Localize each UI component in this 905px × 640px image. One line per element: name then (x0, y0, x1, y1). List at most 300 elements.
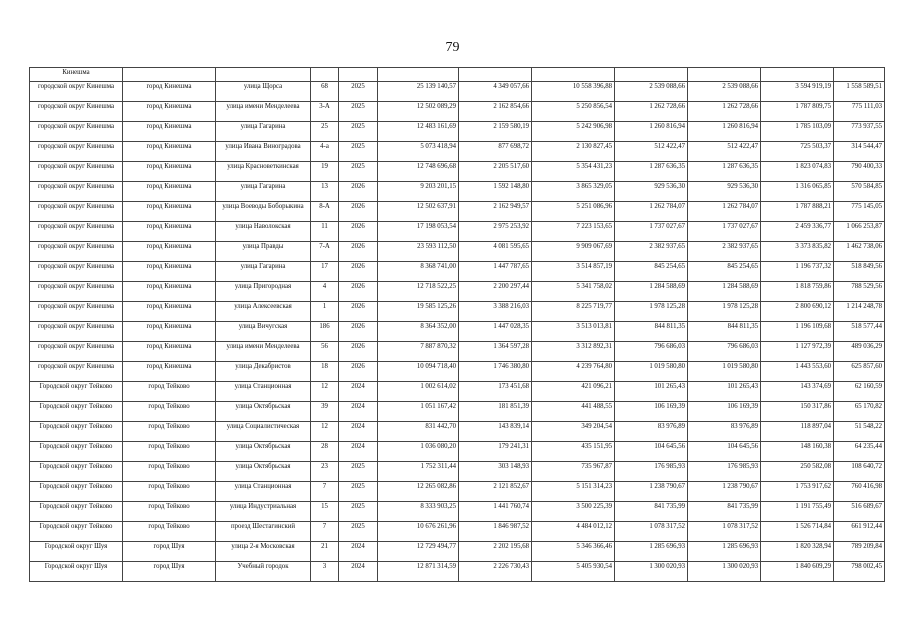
table-row (30, 182, 885, 202)
cell-col-8: 5 341 758,02 (532, 282, 615, 302)
cell-total: 1 002 614,02 (378, 382, 459, 402)
cell-street: проезд Шестагинский (216, 522, 311, 542)
cell-year: 2026 (339, 302, 378, 322)
cell-col-7: 173 451,68 (459, 382, 532, 402)
cell-col-9: 83 976,89 (615, 422, 688, 442)
cell-year: 2024 (339, 382, 378, 402)
cell-col-10: 1 019 580,80 (688, 362, 761, 382)
cell-col-12: 625 857,60 (834, 362, 885, 382)
cell-col-8: 9 909 067,69 (532, 242, 615, 262)
cell-col-11: 250 582,08 (761, 462, 834, 482)
cell-col-12: 661 912,44 (834, 522, 885, 542)
cell-okrug: городской округ Кинешма (30, 282, 123, 302)
table-row (30, 82, 885, 102)
cell-okrug: городской округ Кинешма (30, 322, 123, 342)
cell-col-12: 62 160,59 (834, 382, 885, 402)
cell-total: 10 676 261,96 (378, 522, 459, 542)
cell-total: 9 203 201,15 (378, 182, 459, 202)
cell-col-12: 314 544,47 (834, 142, 885, 162)
cell-col-7: 2 975 253,92 (459, 222, 532, 242)
cell-col-10: 512 422,47 (688, 142, 761, 162)
table-row (30, 322, 885, 342)
cell-total: 19 585 125,26 (378, 302, 459, 322)
cell-col-11: 1 840 609,29 (761, 562, 834, 582)
cell-total: 23 593 112,50 (378, 242, 459, 262)
cell-col-8: 3 514 857,19 (532, 262, 615, 282)
cell-house: 21 (311, 542, 339, 562)
table-row (30, 442, 885, 462)
cell-okrug: Городской округ Шуя (30, 562, 123, 582)
cell-col-12: 1 066 253,87 (834, 222, 885, 242)
cell-col-11: 1 820 328,94 (761, 542, 834, 562)
table-row (30, 522, 885, 542)
cell-year: 2026 (339, 282, 378, 302)
cell-col-9: 1 078 317,52 (615, 522, 688, 542)
cell-city: город Кинешма (123, 342, 216, 362)
cell-street: улица Индустриальная (216, 502, 311, 522)
table-row (30, 202, 885, 222)
cell-col-9: 841 735,99 (615, 502, 688, 522)
cell-col-10: 1 262 728,66 (688, 102, 761, 122)
cell-city: город Кинешма (123, 182, 216, 202)
cell-col-11: 148 160,38 (761, 442, 834, 462)
cell-col-12: 489 036,29 (834, 342, 885, 362)
cell-col-11: 1 785 103,09 (761, 122, 834, 142)
cell-year: 2026 (339, 362, 378, 382)
cell-year: 2024 (339, 562, 378, 582)
cell-empty (688, 68, 761, 82)
cell-col-12: 773 937,55 (834, 122, 885, 142)
cell-house: 25 (311, 122, 339, 142)
cell-empty (459, 68, 532, 82)
cell-year: 2024 (339, 442, 378, 462)
cell-empty (532, 68, 615, 82)
cell-street: улица Октябрьская (216, 442, 311, 462)
cell-okrug: городской округ Кинешма (30, 162, 123, 182)
cell-total: 1 051 167,42 (378, 402, 459, 422)
cell-col-9: 104 645,56 (615, 442, 688, 462)
cell-city: город Тейково (123, 382, 216, 402)
cell-street: Учебный городок (216, 562, 311, 582)
cell-col-8: 5 354 431,23 (532, 162, 615, 182)
cell-col-8: 349 204,54 (532, 422, 615, 442)
cell-street: улица Красноветкинская (216, 162, 311, 182)
cell-street: улица имени Менделеева (216, 342, 311, 362)
cell-empty (615, 68, 688, 82)
cell-empty (834, 68, 885, 82)
cell-col-7: 2 162 949,57 (459, 202, 532, 222)
cell-house: 4-а (311, 142, 339, 162)
cell-okrug: городской округ Кинешма (30, 102, 123, 122)
cell-house: 12 (311, 382, 339, 402)
cell-street: улица Наволокская (216, 222, 311, 242)
table-row (30, 262, 885, 282)
housing-repair-table (29, 67, 885, 582)
cell-city: город Кинешма (123, 82, 216, 102)
cell-okrug: Городской округ Тейково (30, 522, 123, 542)
cell-col-10: 1 078 317,52 (688, 522, 761, 542)
cell-col-9: 1 285 696,93 (615, 542, 688, 562)
cell-street: улица Правды (216, 242, 311, 262)
cell-street: улица Гагарина (216, 122, 311, 142)
cell-street: улица Воеводы Боборыкина (216, 202, 311, 222)
cell-house: 39 (311, 402, 339, 422)
cell-street: улица Станционная (216, 482, 311, 502)
cell-total: 17 198 053,54 (378, 222, 459, 242)
cell-col-8: 7 223 153,65 (532, 222, 615, 242)
cell-col-7: 1 447 028,35 (459, 322, 532, 342)
cell-col-12: 1 558 589,51 (834, 82, 885, 102)
cell-col-11: 1 753 917,62 (761, 482, 834, 502)
cell-okrug: городской округ Кинешма (30, 342, 123, 362)
cell-col-7: 4 081 595,65 (459, 242, 532, 262)
cell-okrug: городской округ Кинешма (30, 142, 123, 162)
cell-total: 8 333 903,25 (378, 502, 459, 522)
cell-col-7: 143 839,14 (459, 422, 532, 442)
table-row (30, 562, 885, 582)
cell-city: город Кинешма (123, 362, 216, 382)
cell-col-9: 106 169,39 (615, 402, 688, 422)
cell-street: улица Декабристов (216, 362, 311, 382)
cell-city: город Кинешма (123, 282, 216, 302)
cell-total: 12 265 082,86 (378, 482, 459, 502)
cell-year: 2026 (339, 322, 378, 342)
cell-okrug: Городской округ Тейково (30, 422, 123, 442)
cell-year: 2025 (339, 522, 378, 542)
cell-okrug: Городской округ Тейково (30, 482, 123, 502)
cell-col-8: 435 151,95 (532, 442, 615, 462)
table-row (30, 342, 885, 362)
cell-col-8: 4 484 012,12 (532, 522, 615, 542)
cell-col-8: 3 513 013,81 (532, 322, 615, 342)
cell-col-12: 760 416,98 (834, 482, 885, 502)
cell-col-12: 64 235,44 (834, 442, 885, 462)
table-row (30, 242, 885, 262)
cell-city: город Тейково (123, 422, 216, 442)
cell-city: город Тейково (123, 442, 216, 462)
cell-house: 15 (311, 502, 339, 522)
cell-col-12: 788 529,56 (834, 282, 885, 302)
cell-col-9: 176 985,93 (615, 462, 688, 482)
table-body (30, 68, 885, 582)
cell-col-11: 150 317,86 (761, 402, 834, 422)
cell-col-10: 104 645,56 (688, 442, 761, 462)
cell-empty (339, 68, 378, 82)
cell-col-10: 796 686,03 (688, 342, 761, 362)
cell-year: 2026 (339, 182, 378, 202)
cell-city: город Кинешма (123, 202, 216, 222)
cell-col-9: 1 287 636,35 (615, 162, 688, 182)
cell-col-11: 1 443 553,60 (761, 362, 834, 382)
cell-city: город Кинешма (123, 142, 216, 162)
cell-col-7: 303 148,93 (459, 462, 532, 482)
cell-col-11: 3 594 919,19 (761, 82, 834, 102)
cell-house: 3-А (311, 102, 339, 122)
cell-okrug: городской округ Кинешма (30, 362, 123, 382)
cell-house: 11 (311, 222, 339, 242)
cell-col-7: 1 846 987,52 (459, 522, 532, 542)
page-number: 79 (445, 40, 460, 55)
cell-col-12: 790 400,33 (834, 162, 885, 182)
cell-col-8: 5 151 314,23 (532, 482, 615, 502)
cell-col-11: 2 459 336,77 (761, 222, 834, 242)
cell-city: город Кинешма (123, 222, 216, 242)
cell-col-11: 118 897,04 (761, 422, 834, 442)
cell-col-11: 1 823 074,83 (761, 162, 834, 182)
cell-okrug: городской округ Кинешма (30, 122, 123, 142)
cell-city: город Кинешма (123, 162, 216, 182)
cell-total: 12 748 696,68 (378, 162, 459, 182)
cell-col-9: 929 536,30 (615, 182, 688, 202)
cell-city: город Шуя (123, 542, 216, 562)
cell-col-12: 51 548,22 (834, 422, 885, 442)
cell-col-8: 5 346 366,46 (532, 542, 615, 562)
cell-col-7: 181 851,39 (459, 402, 532, 422)
cell-col-12: 518 849,56 (834, 262, 885, 282)
cell-col-10: 2 382 937,65 (688, 242, 761, 262)
cell-col-8: 3 500 225,39 (532, 502, 615, 522)
cell-year: 2024 (339, 542, 378, 562)
cell-total: 12 502 089,29 (378, 102, 459, 122)
cell-col-11: 1 316 065,85 (761, 182, 834, 202)
cell-okrug: Городской округ Шуя (30, 542, 123, 562)
cell-city: город Кинешма (123, 242, 216, 262)
cell-col-8: 735 967,87 (532, 462, 615, 482)
cell-col-8: 5 250 856,54 (532, 102, 615, 122)
cell-col-8: 8 225 719,77 (532, 302, 615, 322)
cell-col-9: 1 262 728,66 (615, 102, 688, 122)
cell-col-10: 176 985,93 (688, 462, 761, 482)
cell-house: 186 (311, 322, 339, 342)
cell-city: город Кинешма (123, 302, 216, 322)
cell-house: 19 (311, 162, 339, 182)
cell-col-8: 421 096,21 (532, 382, 615, 402)
cell-empty (378, 68, 459, 82)
cell-year: 2026 (339, 242, 378, 262)
cell-okrug: городской округ Кинешма (30, 82, 123, 102)
cell-street: улица Октябрьская (216, 462, 311, 482)
table-row (30, 162, 885, 182)
cell-col-12: 516 689,67 (834, 502, 885, 522)
cell-city: город Тейково (123, 522, 216, 542)
cell-year: 2025 (339, 162, 378, 182)
table-row (30, 102, 885, 122)
cell-total: 8 368 741,00 (378, 262, 459, 282)
cell-col-12: 518 577,44 (834, 322, 885, 342)
cell-col-9: 1 238 790,67 (615, 482, 688, 502)
cell-okrug: городской округ Кинешма (30, 202, 123, 222)
cell-col-9: 1 019 580,80 (615, 362, 688, 382)
cell-col-8: 3 865 329,05 (532, 182, 615, 202)
cell-street: улица Социалистическая (216, 422, 311, 442)
cell-street: улица Станционная (216, 382, 311, 402)
cell-col-7: 1 447 787,65 (459, 262, 532, 282)
cell-col-7: 1 441 760,74 (459, 502, 532, 522)
cell-col-10: 844 811,35 (688, 322, 761, 342)
cell-col-12: 108 640,72 (834, 462, 885, 482)
cell-house: 23 (311, 462, 339, 482)
cell-total: 1 036 080,20 (378, 442, 459, 462)
table-row (30, 122, 885, 142)
cell-col-7: 2 200 297,44 (459, 282, 532, 302)
cell-street: улица имени Менделеева (216, 102, 311, 122)
cell-year: 2026 (339, 262, 378, 282)
cell-col-7: 2 121 852,67 (459, 482, 532, 502)
cell-col-9: 796 686,03 (615, 342, 688, 362)
cell-empty (123, 68, 216, 82)
cell-col-8: 4 239 764,80 (532, 362, 615, 382)
table-row (30, 282, 885, 302)
cell-col-10: 1 300 020,93 (688, 562, 761, 582)
table-row (30, 68, 885, 82)
cell-year: 2025 (339, 142, 378, 162)
cell-col-12: 1 462 738,06 (834, 242, 885, 262)
cell-col-7: 3 388 216,03 (459, 302, 532, 322)
cell-year: 2024 (339, 402, 378, 422)
cell-okrug: городской округ Кинешма (30, 242, 123, 262)
cell-total: 12 871 314,59 (378, 562, 459, 582)
cell-col-12: 775 111,03 (834, 102, 885, 122)
cell-city: город Кинешма (123, 122, 216, 142)
cell-year: 2024 (339, 422, 378, 442)
cell-col-11: 725 503,37 (761, 142, 834, 162)
cell-year: 2025 (339, 462, 378, 482)
cell-total: 12 729 494,77 (378, 542, 459, 562)
cell-city: город Тейково (123, 482, 216, 502)
cell-col-8: 441 488,55 (532, 402, 615, 422)
cell-col-7: 2 205 517,60 (459, 162, 532, 182)
cell-col-8: 5 405 930,54 (532, 562, 615, 582)
cell-total: 8 364 352,00 (378, 322, 459, 342)
cell-street: улица Пригородная (216, 282, 311, 302)
cell-col-9: 101 265,43 (615, 382, 688, 402)
cell-house: 8-А (311, 202, 339, 222)
cell-okrug: Городской округ Тейково (30, 442, 123, 462)
cell-col-9: 1 284 588,69 (615, 282, 688, 302)
cell-col-10: 1 737 027,67 (688, 222, 761, 242)
cell-year: 2025 (339, 482, 378, 502)
cell-house: 7 (311, 482, 339, 502)
cell-empty (311, 68, 339, 82)
cell-house: 56 (311, 342, 339, 362)
cell-okrug: городской округ Кинешма (30, 182, 123, 202)
cell-total: 12 718 522,25 (378, 282, 459, 302)
cell-col-12: 798 002,45 (834, 562, 885, 582)
cell-col-10: 1 285 696,93 (688, 542, 761, 562)
cell-col-10: 1 260 816,94 (688, 122, 761, 142)
cell-house: 7 (311, 522, 339, 542)
table-row (30, 502, 885, 522)
cell-col-12: 789 209,84 (834, 542, 885, 562)
cell-street: улица Щорса (216, 82, 311, 102)
cell-col-8: 5 251 086,96 (532, 202, 615, 222)
cell-col-7: 1 364 597,28 (459, 342, 532, 362)
cell-city: город Тейково (123, 502, 216, 522)
cell-year: 2026 (339, 202, 378, 222)
cell-col-7: 2 226 730,43 (459, 562, 532, 582)
cell-col-11: 1 818 759,86 (761, 282, 834, 302)
cell-city: город Кинешма (123, 102, 216, 122)
cell-house: 3 (311, 562, 339, 582)
cell-house: 18 (311, 362, 339, 382)
cell-col-11: 1 196 109,68 (761, 322, 834, 342)
cell-total: 831 442,70 (378, 422, 459, 442)
cell-col-10: 1 287 636,35 (688, 162, 761, 182)
cell-house: 68 (311, 82, 339, 102)
cell-year: 2025 (339, 502, 378, 522)
cell-okrug: Городской округ Тейково (30, 462, 123, 482)
cell-col-10: 2 539 088,66 (688, 82, 761, 102)
cell-total: 12 483 161,69 (378, 122, 459, 142)
cell-col-9: 1 737 027,67 (615, 222, 688, 242)
cell-okrug: городской округ Кинешма (30, 222, 123, 242)
cell-col-9: 1 262 784,07 (615, 202, 688, 222)
cell-street: улица Гагарина (216, 262, 311, 282)
cell-house: 12 (311, 422, 339, 442)
cell-col-12: 1 214 248,78 (834, 302, 885, 322)
cell-empty (216, 68, 311, 82)
cell-col-9: 844 811,35 (615, 322, 688, 342)
table-row (30, 222, 885, 242)
cell-col-9: 2 539 088,66 (615, 82, 688, 102)
cell-col-12: 65 170,82 (834, 402, 885, 422)
cell-col-8: 2 130 827,45 (532, 142, 615, 162)
cell-col-7: 179 241,31 (459, 442, 532, 462)
cell-okrug: городской округ Кинешма (30, 262, 123, 282)
cell-col-11: 1 127 972,39 (761, 342, 834, 362)
cell-street: улица 2-я Московская (216, 542, 311, 562)
cell-col-11: 1 787 888,21 (761, 202, 834, 222)
cell-col-7: 1 592 148,80 (459, 182, 532, 202)
cell-okrug: Городской округ Тейково (30, 402, 123, 422)
table-row (30, 382, 885, 402)
cell-col-11: 1 196 737,32 (761, 262, 834, 282)
cell-col-9: 1 260 816,94 (615, 122, 688, 142)
table-row (30, 482, 885, 502)
cell-col-10: 1 262 784,07 (688, 202, 761, 222)
cell-col-12: 570 584,85 (834, 182, 885, 202)
cell-col-8: 3 312 892,31 (532, 342, 615, 362)
cell-street: улица Алексеевская (216, 302, 311, 322)
table-row (30, 142, 885, 162)
cell-city: город Шуя (123, 562, 216, 582)
cell-col-7: 877 698,72 (459, 142, 532, 162)
cell-col-11: 143 374,69 (761, 382, 834, 402)
cell-col-11: 2 800 690,12 (761, 302, 834, 322)
cell-house: 4 (311, 282, 339, 302)
cell-total: 25 139 140,57 (378, 82, 459, 102)
cell-col-9: 1 978 125,28 (615, 302, 688, 322)
table-row (30, 402, 885, 422)
cell-col-7: 2 159 580,19 (459, 122, 532, 142)
cell-col-11: 1 191 755,49 (761, 502, 834, 522)
cell-house: 28 (311, 442, 339, 462)
cell-col-7: 2 162 854,66 (459, 102, 532, 122)
cell-street: улица Октябрьская (216, 402, 311, 422)
cell-year: 2025 (339, 122, 378, 142)
table-row (30, 302, 885, 322)
cell-total: 12 502 637,91 (378, 202, 459, 222)
cell-house: 7-А (311, 242, 339, 262)
table-row (30, 362, 885, 382)
cell-col-12: 775 145,05 (834, 202, 885, 222)
cell-col-9: 1 300 020,93 (615, 562, 688, 582)
cell-col-10: 841 735,99 (688, 502, 761, 522)
table-row (30, 462, 885, 482)
cell-col-10: 1 284 588,69 (688, 282, 761, 302)
cell-col-10: 101 265,43 (688, 382, 761, 402)
cell-city: город Тейково (123, 462, 216, 482)
